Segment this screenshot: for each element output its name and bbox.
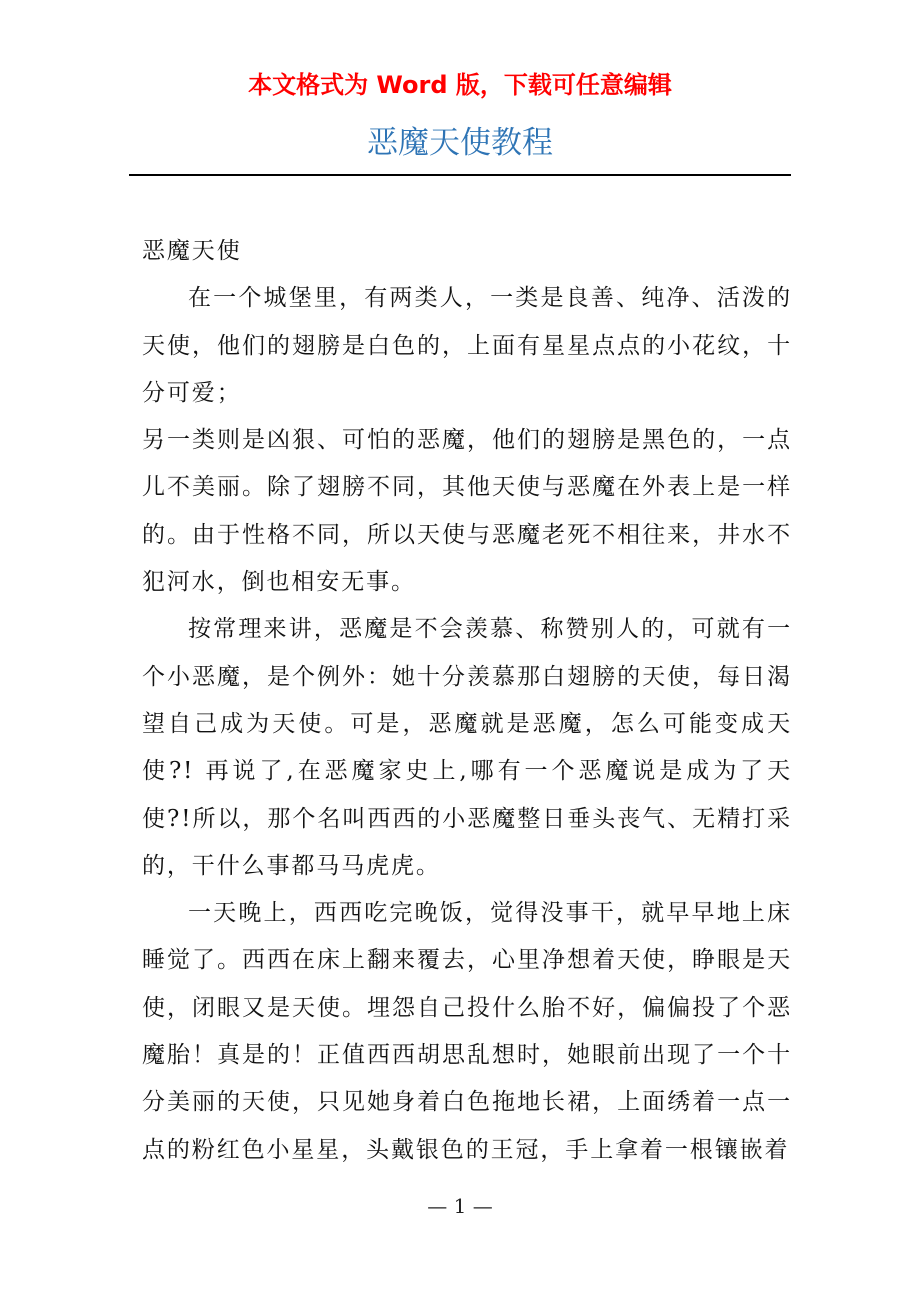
- section-heading: 恶魔天使: [142, 238, 242, 264]
- document-title: 恶魔天使教程: [367, 125, 553, 161]
- title-divider: [129, 174, 791, 176]
- download-banner: 本文格式为 Word 版，下载可任意编辑: [248, 71, 672, 99]
- paragraph: 另一类则是凶狠、可怕的恶魔，他们的翅膀是黑色的，一点儿不美丽。除了翅膀不同，其他天使与恶魔在外表上是一样的。由于性格不同，所以天使与恶魔老死不相往来，井水不犯河水，倒也相安无事。: [142, 427, 792, 596]
- document-body: [142, 228, 792, 1174]
- paragraph: 按常理来讲，恶魔是不会羡慕、称赞别人的，可就有一个小恶魔，是个例外：她十分羡慕那白翅膀的天使，每日渴望自己成为天使。可是，恶魔就是恶魔，怎么可能变成天使?! 再说了,在恶魔家史上,哪有一个恶魔说是成为了天使?!所以，那个名叫西西的小恶魔整日垂头丧气、无精打采的，干什么事都马马虎虎。: [142, 616, 792, 879]
- paragraph: 在一个城堡里，有两类人，一类是良善、纯净、活泼的天使，他们的翅膀是白色的，上面有星星点点的小花纹，十分可爱；: [142, 285, 792, 406]
- page-number: — 1 —: [427, 1194, 493, 1218]
- paragraph: 一天晚上，西西吃完晚饭，觉得没事干，就早早地上床睡觉了。西西在床上翻来覆去，心里净想着天使，睁眼是天使，闭眼又是天使。埋怨自己投什么胎不好，偏偏投了个恶魔胎！真是的！正值西西胡思乱想时，她眼前出现了一个十分美丽的天使，只见她身着白色拖地长裙，上面绣着一点一点的粉红色小星星，头戴银色的王冠，手上拿着一根镶嵌着: [142, 900, 792, 1163]
